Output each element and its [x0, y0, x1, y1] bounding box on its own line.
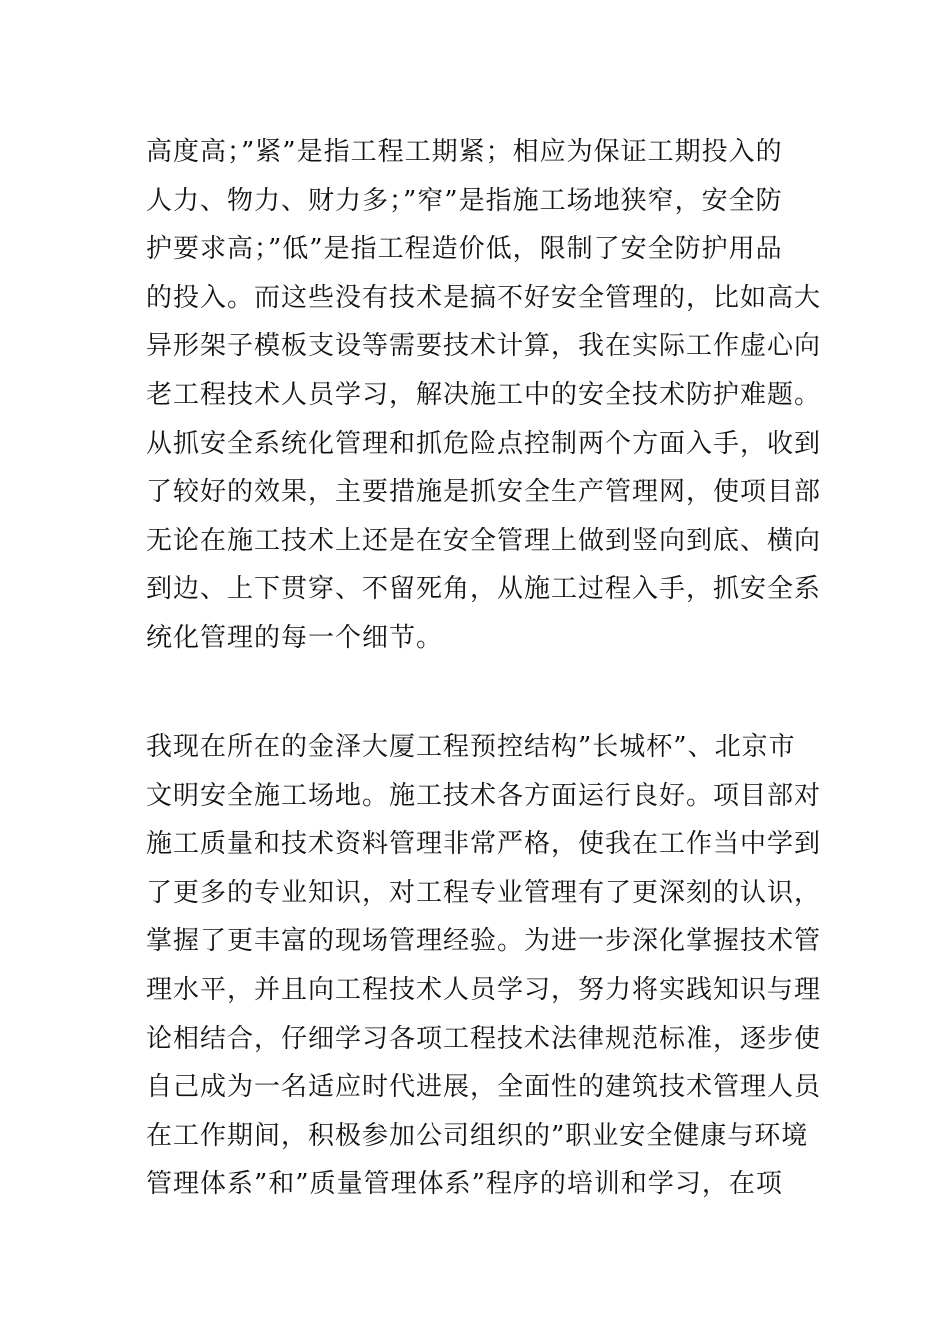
paragraph-line: 了更多的专业知识，对工程专业管理有了更深刻的认识，	[146, 877, 822, 908]
paragraph-1	[146, 128, 822, 663]
paragraph-line: 文明安全施工场地。施工技术各方面运行良好。项目部对	[146, 780, 822, 811]
paragraph-line: 的投入。而这些没有技术是搞不好安全管理的，比如高大	[146, 282, 822, 313]
paragraph-line: 在工作期间，积极参加公司组织的”职业安全健康与环境	[146, 1120, 809, 1151]
paragraph-line: 统化管理的每一个细节。	[146, 622, 444, 653]
paragraph-line: 老工程技术人员学习，解决施工中的安全技术防护难题。	[146, 379, 822, 410]
paragraph-line: 施工质量和技术资料管理非常严格，使我在工作当中学到	[146, 829, 822, 860]
paragraph-line: 高度高；”紧”是指工程工期紧；相应为保证工期投入的	[146, 137, 783, 167]
paragraph-line: 论相结合，仔细学习各项工程技术法律规范标准，逐步使	[146, 1023, 822, 1054]
paragraph-line: 了较好的效果，主要措施是抓安全生产管理网，使项目部	[146, 477, 822, 508]
paragraph-line: 人力、物力、财力多；”窄”是指施工场地狭窄，安全防	[146, 185, 783, 216]
paragraph-line: 掌握了更丰富的现场管理经验。为进一步深化掌握技术管	[146, 926, 822, 957]
paragraph-line: 从抓安全系统化管理和抓危险点控制两个方面入手，收到	[146, 428, 822, 459]
paragraph-2	[146, 723, 822, 1209]
paragraph-line: 无论在施工技术上还是在安全管理上做到竖向到底、横向	[146, 525, 822, 556]
paragraph-line: 我现在所在的金泽大厦工程预控结构”长城杯”、北京市	[146, 732, 796, 762]
paragraph-line: 异形架子模板支设等需要技术计算，我在实际工作虚心向	[146, 331, 822, 362]
paragraph-line: 护要求高；”低”是指工程造价低，限制了安全防护用品	[146, 234, 783, 265]
paragraph-line: 到边、上下贯穿、不留死角，从施工过程入手，抓安全系	[146, 574, 822, 605]
paragraph-line: 理水平，并且向工程技术人员学习，努力将实践知识与理	[146, 974, 822, 1005]
paragraph-line: 自己成为一名适应时代进展，全面性的建筑技术管理人员	[146, 1072, 822, 1103]
paragraph-line: 管理体系”和”质量管理体系”程序的培训和学习，在项	[146, 1169, 783, 1200]
